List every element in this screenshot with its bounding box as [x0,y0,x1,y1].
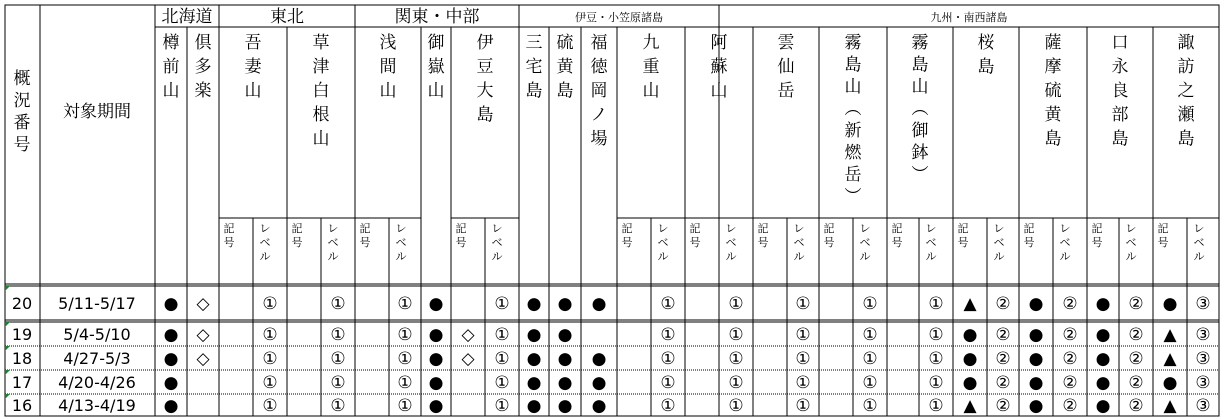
status-symbol: ● [163,349,179,369]
status-symbol: ① [728,373,744,393]
sub-header-level: ル [327,250,339,263]
sub-header-mark: 記 [359,222,371,235]
sub-header-level: ル [395,250,407,263]
status-symbol: ● [428,396,444,416]
volcano-name-2: 楽 [194,81,212,101]
sub-header-level: ベ [925,236,937,249]
sub-header-level: レ [725,222,737,235]
status-symbol: ● [526,396,542,416]
cell-comment-marker [5,394,10,399]
sub-header-level: ベ [1059,236,1071,249]
status-symbol: ① [494,325,510,345]
sub-header-mark: 記 [1091,222,1103,235]
sub-header-level: ル [925,250,937,263]
column-header-no: 番 [13,113,31,133]
status-symbol: ① [330,349,346,369]
status-symbol: ● [526,349,542,369]
status-symbol: ● [591,349,607,369]
status-symbol: ② [1128,325,1144,345]
sub-header-mark: 記 [223,222,235,235]
column-header-no: 況 [13,91,31,111]
volcano-name-6: 山 [427,81,445,101]
status-symbol: ● [1162,294,1178,314]
volcano-name-17: 島 [1044,129,1062,149]
sub-header-mark: 号 [1023,236,1035,249]
volcano-name-9: 硫 [556,33,574,53]
status-symbol: ● [428,373,444,393]
sub-header-level: ル [725,250,737,263]
sub-header-level: レ [925,222,937,235]
volcano-name-19: 訪 [1177,57,1195,77]
volcano-name-18: 島 [1111,129,1129,149]
volcano-name-3: 妻 [244,57,262,77]
row-period: 5/11-5/17 [58,294,136,313]
status-symbol: ② [1062,396,1078,416]
sub-header-level: ル [259,250,271,263]
status-symbol: ● [1095,325,1111,345]
status-symbol: ● [428,325,444,345]
status-symbol: ● [163,396,179,416]
volcano-name-3: 吾 [244,33,262,53]
volcano-name-15: ︵ [911,99,929,119]
sub-header-level: ベ [657,236,669,249]
status-symbol: ① [262,373,278,393]
row-number: 16 [11,396,33,415]
volcano-name-1: 山 [162,81,180,101]
volcano-name-14: 島 [844,55,862,75]
sub-header-level: ル [1193,250,1205,263]
status-symbol: ▲ [1163,325,1177,345]
status-symbol: ① [494,349,510,369]
sub-header-mark: 記 [757,222,769,235]
column-header-no: 概 [13,69,31,89]
status-symbol: ① [728,325,744,345]
status-symbol: ● [1095,373,1111,393]
volcano-name-15: 鉢 [911,143,929,163]
volcano-name-6: 御 [427,33,445,53]
sub-header-level: ベ [395,236,407,249]
volcano-name-5: 山 [379,81,397,101]
status-symbol: ① [728,349,744,369]
volcano-name-10: 徳 [590,57,608,77]
status-symbol: ● [557,373,573,393]
sub-header-mark: 号 [891,236,903,249]
status-symbol: ● [428,294,444,314]
volcano-name-2: 倶 [194,33,212,53]
status-symbol: ① [330,325,346,345]
volcano-name-7: 島 [476,105,494,125]
volcano-name-12: 阿 [710,33,728,53]
status-symbol: ① [660,325,676,345]
status-symbol: ● [1162,373,1178,393]
volcano-name-16: 島 [977,57,995,77]
region-label: 伊豆・小笠原諸島 [575,11,663,24]
status-symbol: ① [795,396,811,416]
volcano-name-11: 九 [642,33,660,53]
sub-header-level: ベ [1125,236,1137,249]
status-symbol: ● [163,294,179,314]
cell-comment-marker [5,370,10,375]
volcano-name-4: 草 [312,33,330,53]
volcano-name-9: 黄 [556,57,574,77]
region-label: 九州・南西諸島 [930,11,1008,24]
volcano-name-4: 山 [312,129,330,149]
volcano-name-14: 新 [844,121,862,141]
row-period: 5/4-5/10 [63,325,131,344]
row-period: 4/20-4/26 [58,373,136,392]
volcano-name-15: 山 [911,77,929,97]
sub-header-mark: 記 [1157,222,1169,235]
volcano-name-15: ︶ [911,165,929,185]
volcano-name-19: 之 [1177,81,1195,101]
volcano-name-13: 岳 [777,81,795,101]
status-symbol: ● [1028,349,1044,369]
region-label: 北海道 [161,7,213,27]
status-symbol: ② [1062,373,1078,393]
status-symbol: ● [526,325,542,345]
row-number: 20 [11,294,33,313]
sub-header-level: レ [327,222,339,235]
status-symbol: ③ [1195,349,1211,369]
sub-header-level: ベ [1193,236,1205,249]
sub-header-level: ベ [491,236,503,249]
status-symbol: ◇ [461,325,475,345]
volcano-name-1: 前 [162,57,180,77]
status-symbol: ② [995,294,1011,314]
volcano-name-1: 樽 [162,33,180,53]
volcano-name-19: 島 [1177,129,1195,149]
volcano-name-14: ︵ [844,99,862,119]
status-symbol: ● [428,349,444,369]
volcano-name-2: 多 [194,57,212,77]
volcano-name-11: 重 [642,57,660,77]
status-symbol: ② [995,349,1011,369]
sub-header-mark: 記 [689,222,701,235]
volcano-name-10: 場 [590,129,608,149]
status-symbol: ② [995,373,1011,393]
sub-header-mark: 号 [455,236,467,249]
status-symbol: ● [557,294,573,314]
status-symbol: ● [1028,294,1044,314]
status-symbol: ◇ [196,325,210,345]
sub-header-mark: 号 [757,236,769,249]
status-symbol: ② [1062,349,1078,369]
sub-header-mark: 記 [455,222,467,235]
status-symbol: ● [163,373,179,393]
volcano-name-15: 霧 [911,33,929,53]
status-symbol: ① [660,294,676,314]
row-period: 4/27-5/3 [63,349,131,368]
volcano-name-14: 燃 [844,143,862,163]
volcano-name-15: 島 [911,55,929,75]
sub-header-mark: 号 [1091,236,1103,249]
sub-header-mark: 記 [823,222,835,235]
sub-header-mark: 号 [689,236,701,249]
status-symbol: ① [795,349,811,369]
volcano-name-18: 部 [1111,105,1129,125]
status-symbol: ② [1128,349,1144,369]
sub-header-level: レ [259,222,271,235]
sub-header-level: ル [1125,250,1137,263]
status-symbol: ● [962,373,978,393]
status-symbol: ● [1028,325,1044,345]
status-symbol: ● [1028,396,1044,416]
volcano-name-10: 岡 [590,81,608,101]
sub-header-mark: 号 [1157,236,1169,249]
status-symbol: ③ [1195,325,1211,345]
status-symbol: ① [928,373,944,393]
sub-header-mark: 号 [359,236,371,249]
sub-header-level: ル [993,250,1005,263]
status-symbol: ● [526,373,542,393]
status-symbol: ● [962,349,978,369]
volcano-name-12: 山 [710,81,728,101]
sub-header-level: レ [1059,222,1071,235]
volcano-name-8: 宅 [525,57,543,77]
sub-header-level: ル [657,250,669,263]
cell-comment-marker [5,346,10,351]
status-symbol: ① [862,349,878,369]
status-symbol: ● [591,294,607,314]
sub-header-mark: 記 [1023,222,1035,235]
status-symbol: ◇ [196,294,210,314]
status-symbol: ● [526,294,542,314]
row-number: 19 [11,325,33,344]
status-symbol: ③ [1195,396,1211,416]
status-symbol: ① [795,325,811,345]
status-symbol: ① [262,349,278,369]
row-period: 4/13-4/19 [58,396,136,415]
column-header-no: 号 [13,135,31,155]
status-symbol: ① [928,325,944,345]
volcano-name-10: 福 [590,33,608,53]
volcano-name-10: ノ [590,105,608,125]
volcano-name-5: 浅 [379,33,397,53]
volcano-name-12: 蘇 [710,57,728,77]
volcano-name-18: 永 [1111,57,1129,77]
status-symbol: ● [1095,349,1111,369]
status-symbol: ① [397,396,413,416]
volcano-name-8: 三 [525,33,543,53]
status-symbol: ● [1095,396,1111,416]
volcano-name-14: 山 [844,77,862,97]
status-symbol: ① [397,373,413,393]
sub-header-level: ベ [327,236,339,249]
sub-header-level: ル [859,250,871,263]
row-number: 17 [11,373,33,392]
status-symbol: ① [397,294,413,314]
status-symbol: ③ [1195,294,1211,314]
sub-header-level: ル [793,250,805,263]
status-symbol: ② [1128,373,1144,393]
sub-header-mark: 号 [223,236,235,249]
status-symbol: ① [660,373,676,393]
sub-header-mark: 号 [957,236,969,249]
sub-header-level: ベ [793,236,805,249]
status-symbol: ② [1062,294,1078,314]
region-label: 関東・中部 [394,7,480,27]
volcano-name-17: 薩 [1044,33,1062,53]
volcano-name-13: 雲 [777,33,795,53]
sub-header-mark: 記 [957,222,969,235]
sub-header-mark: 号 [823,236,835,249]
sub-header-level: ル [1059,250,1071,263]
status-symbol: ② [995,325,1011,345]
volcano-name-11: 山 [642,81,660,101]
volcano-name-18: 良 [1111,81,1129,101]
sub-header-level: ベ [259,236,271,249]
status-symbol: ① [330,396,346,416]
status-symbol: ◇ [461,349,475,369]
volcano-name-16: 桜 [977,33,995,53]
status-symbol: ① [660,396,676,416]
volcano-name-17: 硫 [1044,81,1062,101]
status-symbol: ① [330,373,346,393]
status-symbol: ● [163,325,179,345]
sub-header-level: レ [657,222,669,235]
sub-header-mark: 記 [621,222,633,235]
status-symbol: ① [397,349,413,369]
sub-header-level: レ [1193,222,1205,235]
sub-header-level: ベ [725,236,737,249]
sub-header-mark: 記 [891,222,903,235]
status-symbol: ① [862,325,878,345]
volcano-name-4: 根 [312,105,330,125]
status-symbol: ① [862,396,878,416]
status-symbol: ① [928,349,944,369]
volcano-name-9: 島 [556,81,574,101]
status-symbol: ① [494,396,510,416]
volcano-name-14: 岳 [844,165,862,185]
status-symbol: ② [995,396,1011,416]
volcano-name-18: 口 [1111,33,1129,53]
status-symbol: ② [1128,294,1144,314]
volcano-name-7: 豆 [476,57,494,77]
status-symbol: ① [397,325,413,345]
status-symbol: ▲ [963,294,977,314]
status-symbol: ● [1095,294,1111,314]
status-symbol: ① [928,294,944,314]
volcano-name-19: 諏 [1177,33,1195,53]
sub-header-level: ベ [993,236,1005,249]
volcano-name-15: 御 [911,121,929,141]
status-symbol: ● [557,349,573,369]
volcano-name-14: ︶ [844,187,862,207]
status-symbol: ▲ [963,396,977,416]
sub-header-level: ベ [859,236,871,249]
status-symbol: ② [1128,396,1144,416]
status-symbol: ① [330,294,346,314]
status-symbol: ● [557,325,573,345]
status-symbol: ① [728,294,744,314]
sub-header-level: ル [491,250,503,263]
sub-header-level: レ [491,222,503,235]
row-number: 18 [11,349,33,368]
volcano-name-13: 仙 [777,57,795,77]
status-symbol: ① [728,396,744,416]
column-header-period: 対象期間 [63,102,131,122]
status-symbol: ① [494,294,510,314]
status-symbol: ① [262,396,278,416]
status-symbol: ● [591,373,607,393]
status-symbol: ② [1062,325,1078,345]
status-symbol: ● [591,396,607,416]
cell-comment-marker [5,286,10,291]
volcano-name-14: 霧 [844,33,862,53]
volcano-name-4: 津 [312,57,330,77]
volcano-name-5: 間 [379,57,397,77]
sub-header-level: レ [859,222,871,235]
status-symbol: ▲ [1163,349,1177,369]
status-symbol: ① [928,396,944,416]
volcano-name-6: 嶽 [427,57,445,77]
sub-header-mark: 号 [621,236,633,249]
cell-comment-marker [5,322,10,327]
status-symbol: ① [795,373,811,393]
sub-header-mark: 号 [291,236,303,249]
volcano-name-17: 黄 [1044,105,1062,125]
status-symbol: ◇ [196,349,210,369]
sub-header-mark: 記 [291,222,303,235]
status-symbol: ● [1028,373,1044,393]
sub-header-level: レ [1125,222,1137,235]
status-symbol: ① [862,373,878,393]
volcano-name-7: 伊 [476,33,494,53]
volcano-name-17: 摩 [1044,57,1062,77]
volcano-name-8: 島 [525,81,543,101]
sub-header-level: レ [993,222,1005,235]
volcano-name-3: 山 [244,81,262,101]
status-symbol: ① [795,294,811,314]
status-symbol: ● [962,325,978,345]
status-symbol: ① [660,349,676,369]
status-symbol: ① [262,325,278,345]
volcano-name-19: 瀬 [1177,105,1195,125]
sub-header-level: レ [793,222,805,235]
volcano-name-7: 大 [476,81,494,101]
sub-header-level: レ [395,222,407,235]
status-symbol: ▲ [1163,396,1177,416]
status-symbol: ③ [1195,373,1211,393]
status-symbol: ① [262,294,278,314]
status-symbol: ① [862,294,878,314]
region-label: 東北 [270,7,304,27]
status-symbol: ① [494,373,510,393]
volcano-name-4: 白 [312,81,330,101]
status-symbol: ● [557,396,573,416]
